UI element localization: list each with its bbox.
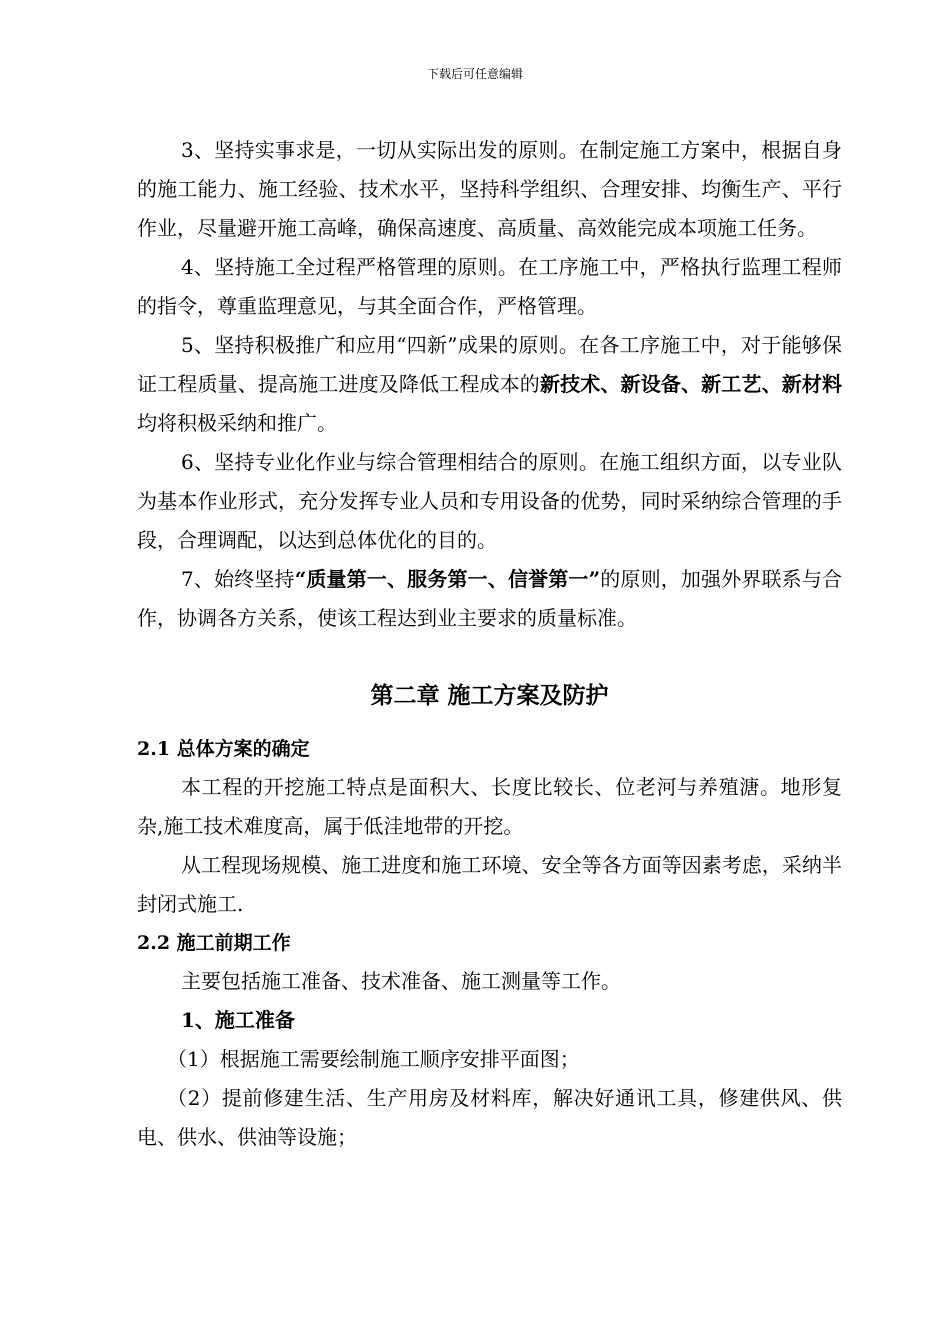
paragraph-principle-4: 4、坚持施工全过程严格管理的原则。在工序施工中，严格执行监理工程师的指令，尊重监理意见，与其全面合作，严格管理。	[137, 255, 842, 318]
subsection-construction-prep-heading: 1、施工准备	[181, 1008, 295, 1032]
paragraph-principle-7	[137, 560, 842, 638]
section-2-2-intro: 主要包括施工准备、技术准备、施工测量等工作。	[181, 969, 621, 993]
paragraph-principle-7-text-a: 7、始终坚持	[181, 567, 295, 591]
paragraph-principle-7-bold: “质量第一、服务第一、信誉第一”	[294, 567, 601, 591]
paragraph-principle-5-text-a: 5、坚持积极推广和应用“四新”成果的原则。在各工序施工中，对于能够保证工程质量、提高施工进度及降低工程成本的	[137, 333, 842, 396]
paragraph-principle-5-bold: 新技术、新设备、新工艺、新材料	[539, 372, 843, 396]
list-item-1: （1）根据施工需要绘制施工顺序安排平面图；	[167, 1047, 580, 1071]
section-2-1-heading: 2.1 总体方案的确定	[137, 738, 310, 760]
page-header: 下载后可任意编辑	[426, 67, 523, 81]
section-2-2-heading: 2.2 施工前期工作	[137, 932, 291, 954]
paragraph-principle-7-text-c: 的原则，加强外界联系与合作，协调各方关系，使该工程达到业主要求的质量标准。	[137, 567, 843, 630]
paragraph-principle-5-text-c: 均将积极采纳和推广。	[137, 411, 337, 435]
paragraph-principle-5	[137, 326, 842, 443]
section-2-1-paragraph-1: 本工程的开挖施工特点是面积大、长度比较长、位老河与养殖溏。地形复杂,施工技术难度高，属于低洼地带的开挖。	[137, 775, 842, 838]
list-item-2: （2）提前修建生活、生产用房及材料库，解决好通讯工具，修建供风、供电、供水、供油等设施；	[137, 1086, 842, 1149]
paragraph-principle-3: 3、坚持实事求是，一切从实际出发的原则。在制定施工方案中，根据自身的施工能力、施工经验、技术水平，坚持科学组织、合理安排、均衡生产、平行作业，尽量避开施工高峰，确保高速度、高质量、高效能完成本项施工任务。	[137, 138, 842, 240]
document-body	[137, 131, 842, 1157]
paragraph-principle-6: 6、坚持专业化作业与综合管理相结合的原则。在施工组织方面，以专业队为基本作业形式，充分发挥专业人员和专用设备的优势，同时采纳综合管理的手段，合理调配，以达到总体优化的目的。	[137, 450, 842, 552]
chapter-title: 第二章 施工方案及防护	[370, 682, 609, 709]
section-2-1-paragraph-2: 从工程现场规模、施工进度和施工环境、安全等各方面等因素考虑，采纳半封闭式施工.	[137, 853, 842, 916]
